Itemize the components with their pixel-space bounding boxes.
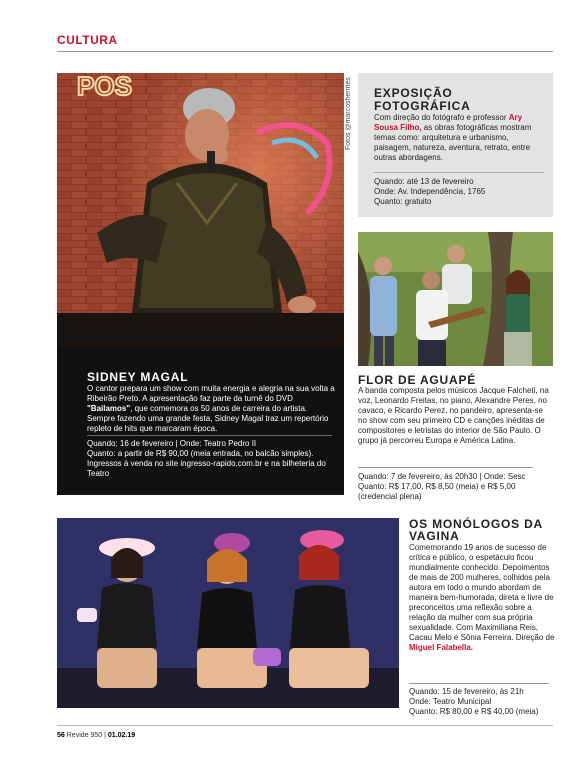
top-divider [57,51,553,52]
issue-date: 01.02.19 [107,732,136,739]
section-label: CULTURA [57,33,118,47]
exposicao-title: EXPOSIÇÃO FOTOGRÁFICA [374,86,471,113]
photo-credit: Fotos @marcoshermes [345,77,352,150]
sidney-magal-price: Quanto: a partir de R$ 90,00 (meia entrada, no balcão simples). Ingressos à venda no site ingresso-rapido.com.br e na bilheteria do Teatro [87,449,326,478]
page-number: 56 [57,732,65,739]
divider [87,435,332,436]
flor-de-aguape-photo [358,232,553,366]
monologos-body [409,543,559,653]
flor-de-aguape-info: Quando: 7 de fevereiro, às 20h30 | Onde: Sesc Quanto: R$ 17,00, R$ 8,50 (meia) e R$ 5,00 (credencial plena) [358,472,526,501]
magazine-name: Revide 950 [66,732,103,739]
sidney-magal-photo [57,73,344,351]
bottom-divider [57,725,553,726]
exposicao-info [374,177,546,207]
sidney-magal-when-where: Quando: 16 de fevereiro | Onde: Teatro Pedro II [87,439,257,448]
page-footer [57,732,135,739]
sidney-magal-body-text: O cantor prepara um show com muita energia e alegria na sua volta a Ribeirão Preto. A apresentação faz parte da turnê do DVD [87,384,335,403]
flor-de-aguape-title: FLOR DE AGUAPÉ [358,373,477,387]
sidney-magal-box [57,348,344,495]
flor-de-aguape-body: A banda composta pelos músicos Jacque Falcheti, na voz, Leonardo Freitas, no piano, Alexandre Peres, no cavaco, e Ricardo Perez, no pandeiro, apresenta-se no show com seu primeiro CD e canções inéditas de compositores e letristas do interior de São Paulo. O grupo já percorreu Europa e América Latina. [358,386,549,445]
exposicao-body-text-end: as obras fotográficas mostram temas como: arquitetura e urbanismo, paisagem, natureza, aventura, retrato, entre outras abordagens. [374,123,532,162]
sidney-magal-dvd-name: "Bailamos" [87,404,131,413]
sidney-magal-info [87,439,337,479]
exposicao-body [374,113,546,163]
exposicao-photographer: Ary Sousa Filho, [374,113,523,132]
monologos-price: Quanto: R$ 80,00 e R$ 40,00 (meia) [409,707,539,716]
monologos-when: Quando: 15 de fevereiro, às 21h [409,687,524,696]
sidney-magal-title: SIDNEY MAGAL [87,370,189,384]
monologos-director: Miguel Falabella. [409,643,474,652]
divider [358,467,533,468]
footer-separator: | [104,732,106,739]
exposicao-where: Onde: Av. Independência, 1765 [374,187,486,196]
exposicao-when: Quando: até 13 de fevereiro [374,177,474,186]
monologos-info [409,687,559,717]
monologos-da-vagina-photo [57,518,399,708]
sidney-magal-body-text-end: , que comemora os 50 anos de carreira do artista. Sempre fazendo uma grande festa, Sidney Magal traz um repertório repleto de hits que marcaram época. [87,404,329,433]
exposicao-price: Quanto: gratuito [374,197,432,206]
monologos-body-text: Comemorando 19 anos de sucesso de crítica e público, o espetáculo ficou mundialmente conhecido. Depoimentos de mais de 200 mulheres, colhidos pela autora em todo o mundo abordam de maneira bem-humorada, direta e livre de preconceitos uma reflexão sobre a relação da mulher com sua própria sexualidade. Com Maximiliana Reis, Cacau Melo e Sônia Ferreira. Direção de [409,543,555,642]
monologos-title: OS MONÓLOGOS DA VAGINA [409,517,543,543]
sidney-magal-body [87,384,337,434]
exposicao-body-text: Com direção do fotógrafo e professor [374,113,509,122]
exposicao-box [358,73,553,217]
divider [409,683,549,684]
monologos-where: Onde: Teatro Municipal [409,697,492,706]
neon-sign-text: POS [77,73,132,101]
divider [374,172,544,173]
